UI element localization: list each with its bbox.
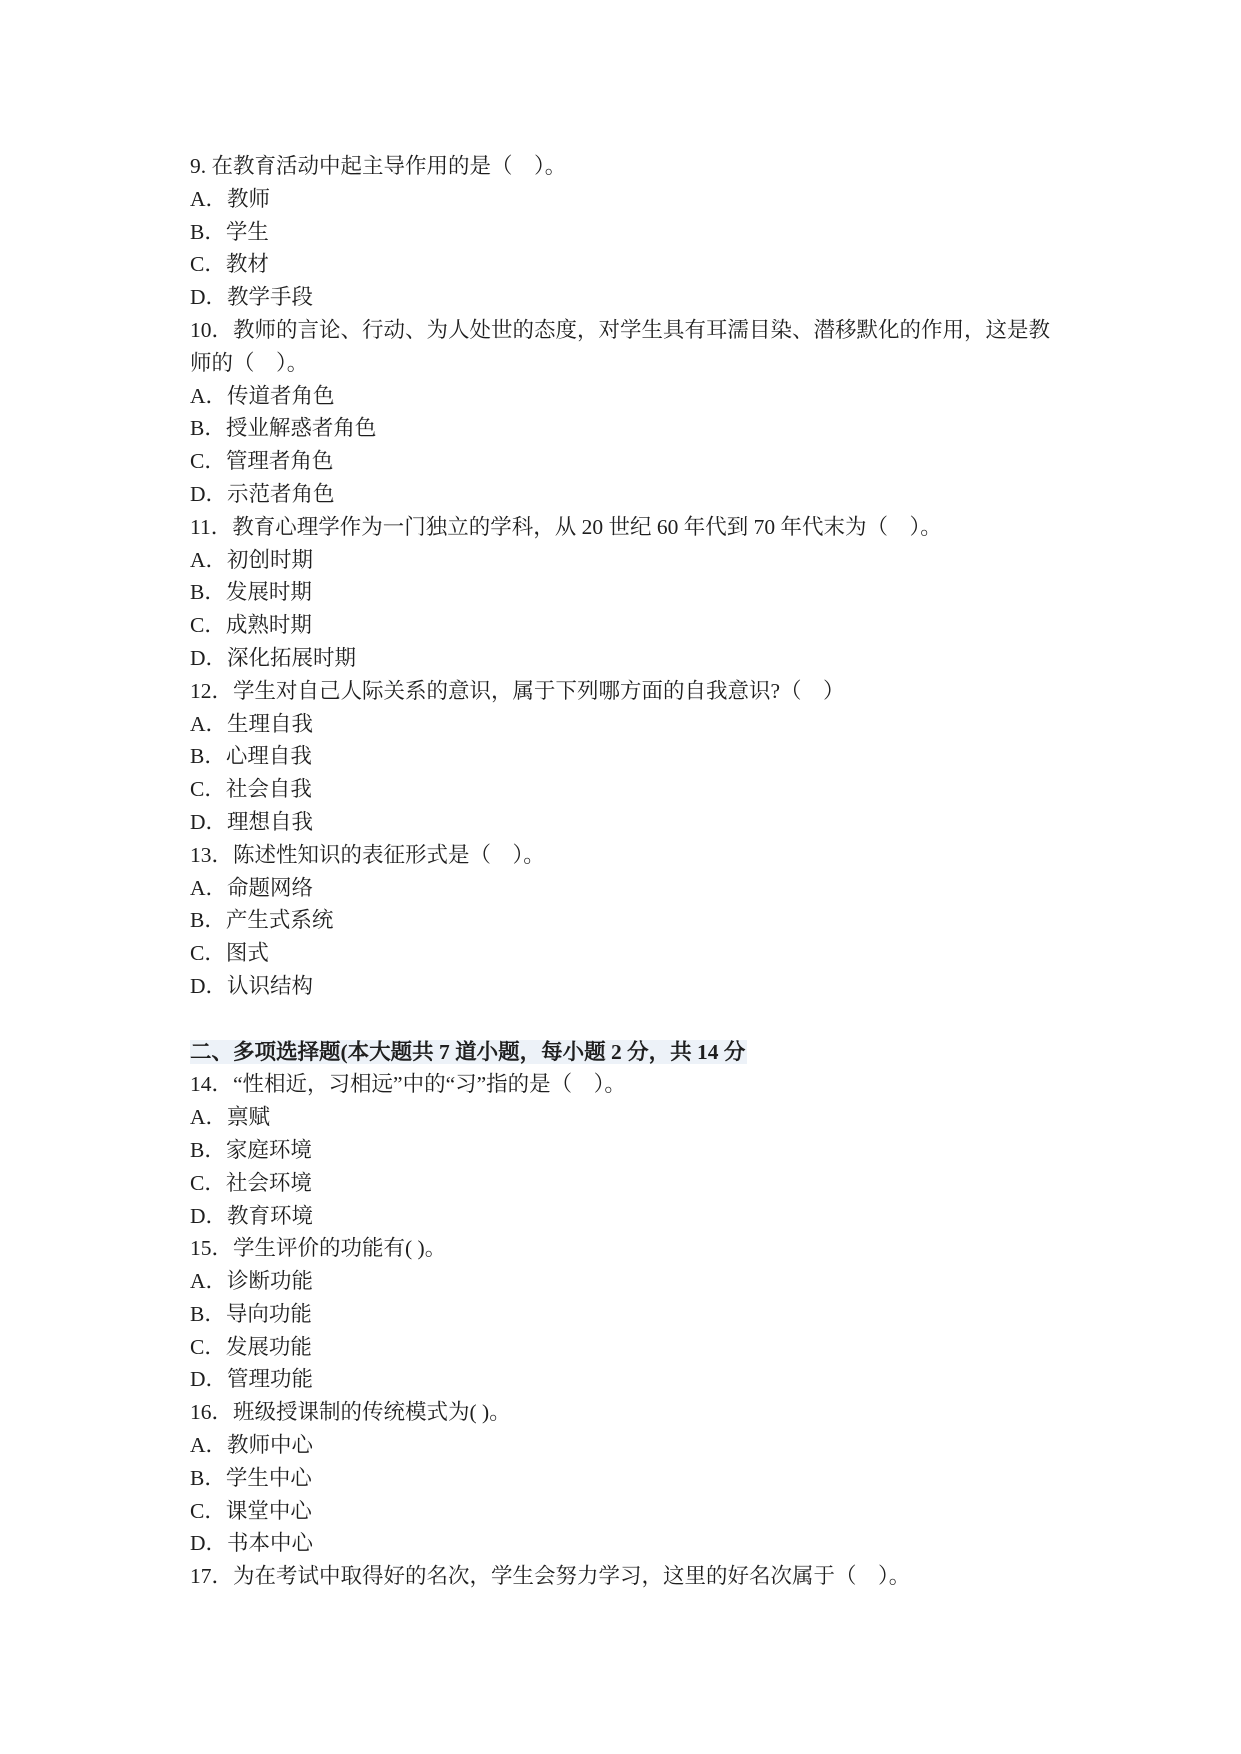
question-stem: 13．陈述性知识的表征形式是（ ）。 — [190, 842, 545, 867]
option-d — [190, 806, 1090, 839]
option-letter: A． — [190, 383, 228, 408]
question-stem: 15．学生评价的功能有( )。 — [190, 1236, 447, 1261]
option-letter: D． — [190, 1203, 228, 1228]
option-c — [190, 1331, 1090, 1364]
option-letter: A． — [190, 875, 228, 900]
option-text: 传道者角色 — [227, 383, 335, 408]
option-c — [190, 773, 1090, 806]
question-12 — [190, 675, 1090, 839]
option-d — [190, 478, 1090, 511]
option-text: 初创时期 — [227, 547, 314, 572]
question-11 — [190, 511, 1090, 675]
option-a — [190, 1429, 1090, 1462]
option-letter: C． — [190, 1170, 226, 1195]
option-b — [190, 576, 1090, 609]
option-text: 学生中心 — [225, 1465, 312, 1490]
question-stem: 14．“性相近，习相远”中的“习”指的是（ ）。 — [190, 1072, 626, 1097]
question-10 — [190, 314, 1090, 511]
option-letter: B． — [190, 908, 226, 933]
option-text: 成熟时期 — [225, 613, 312, 638]
option-text: 课堂中心 — [225, 1498, 312, 1523]
option-letter: A． — [190, 1105, 228, 1130]
option-d — [190, 1200, 1090, 1233]
option-d — [190, 281, 1090, 314]
option-text: 心理自我 — [225, 744, 312, 769]
blank-line — [190, 1003, 1090, 1036]
option-letter: A． — [190, 1433, 228, 1458]
option-text: 命题网络 — [227, 875, 314, 900]
option-text: 教材 — [225, 252, 269, 277]
option-a — [190, 544, 1090, 577]
option-text: 教师中心 — [227, 1433, 314, 1458]
question-stem: 16．班级授课制的传统模式为( )。 — [190, 1400, 511, 1425]
option-letter: D． — [190, 481, 228, 506]
option-letter: B． — [190, 580, 226, 605]
option-text: 深化拓展时期 — [227, 645, 357, 670]
option-b — [190, 412, 1090, 445]
option-text: 导向功能 — [225, 1301, 312, 1326]
option-text: 诊断功能 — [227, 1269, 314, 1294]
question-15 — [190, 1232, 1090, 1396]
option-letter: C． — [190, 252, 226, 277]
option-d — [190, 1363, 1090, 1396]
question-stem: 11．教育心理学作为一门独立的学科，从 20 世纪 60 年代到 70 年代末为（ ）。 — [190, 514, 942, 539]
question-13 — [190, 839, 1090, 1003]
option-c — [190, 609, 1090, 642]
option-letter: D． — [190, 809, 228, 834]
option-letter: D． — [190, 973, 228, 998]
option-b — [190, 1134, 1090, 1167]
option-text: 家庭环境 — [225, 1137, 312, 1162]
option-text: 禀赋 — [227, 1105, 271, 1130]
option-letter: B． — [190, 416, 226, 441]
option-letter: C． — [190, 941, 226, 966]
option-letter: C． — [190, 777, 226, 802]
option-text: 社会自我 — [225, 777, 312, 802]
option-letter: B． — [190, 1465, 226, 1490]
option-c — [190, 1495, 1090, 1528]
option-text: 社会环境 — [225, 1170, 312, 1195]
option-a — [190, 380, 1090, 413]
option-text: 教师 — [227, 186, 271, 211]
option-text: 生理自我 — [227, 711, 314, 736]
option-b — [190, 1298, 1090, 1331]
option-letter: D． — [190, 1531, 228, 1556]
option-letter: C． — [190, 1498, 226, 1523]
option-b — [190, 1462, 1090, 1495]
option-a — [190, 708, 1090, 741]
question-16 — [190, 1396, 1090, 1560]
option-text: 教育环境 — [227, 1203, 314, 1228]
option-a — [190, 183, 1090, 216]
option-text: 管理者角色 — [225, 449, 334, 474]
option-a — [190, 1101, 1090, 1134]
option-d — [190, 970, 1090, 1003]
question-14 — [190, 1068, 1090, 1232]
option-text: 发展功能 — [225, 1334, 312, 1359]
option-b — [190, 740, 1090, 773]
option-c — [190, 248, 1090, 281]
option-text: 示范者角色 — [227, 481, 335, 506]
option-letter: A． — [190, 1269, 228, 1294]
option-letter: A． — [190, 711, 228, 736]
option-b — [190, 216, 1090, 249]
question-stem: 12．学生对自己人际关系的意识，属于下列哪方面的自我意识?（ ） — [190, 678, 845, 703]
option-text: 管理功能 — [227, 1367, 314, 1392]
option-text: 书本中心 — [227, 1531, 314, 1556]
option-letter: C． — [190, 1334, 226, 1359]
section-heading-text: 二、多项选择题(本大题共 7 道小题，每小题 2 分，共 14 分 — [190, 1039, 746, 1064]
option-letter: C． — [190, 613, 226, 638]
option-letter: C． — [190, 449, 226, 474]
option-text: 产生式系统 — [225, 908, 334, 933]
option-letter: B． — [190, 219, 226, 244]
option-a — [190, 872, 1090, 905]
question-9 — [190, 150, 1090, 314]
option-c — [190, 937, 1090, 970]
option-c — [190, 445, 1090, 478]
question-stem: 10．教师的言论、行动、为人处世的态度，对学生具有耳濡目染、潜移默化的作用，这是教师的（ ）。 — [190, 317, 1051, 375]
question-17 — [190, 1560, 1090, 1593]
question-stem: 9. 在教育活动中起主导作用的是（ ）。 — [190, 154, 567, 178]
option-letter: A． — [190, 186, 228, 211]
option-text: 理想自我 — [227, 809, 314, 834]
option-d — [190, 642, 1090, 675]
question-stem: 17．为在考试中取得好的名次，学生会努力学习，这里的好名次属于（ ）。 — [190, 1564, 911, 1589]
option-letter: B． — [190, 744, 226, 769]
exam-content — [190, 150, 1090, 1593]
option-text: 发展时期 — [225, 580, 312, 605]
option-letter: B． — [190, 1137, 226, 1162]
option-text: 图式 — [225, 941, 269, 966]
option-text: 授业解惑者角色 — [225, 416, 377, 441]
option-b — [190, 904, 1090, 937]
option-letter: D． — [190, 1367, 228, 1392]
option-text: 教学手段 — [227, 285, 314, 310]
option-letter: D． — [190, 645, 228, 670]
option-letter: A． — [190, 547, 228, 572]
option-text: 认识结构 — [227, 973, 314, 998]
section-heading — [190, 1036, 1090, 1069]
option-letter: B． — [190, 1301, 226, 1326]
option-d — [190, 1527, 1090, 1560]
option-a — [190, 1265, 1090, 1298]
option-letter: D． — [190, 285, 228, 310]
option-c — [190, 1167, 1090, 1200]
option-text: 学生 — [225, 219, 269, 244]
